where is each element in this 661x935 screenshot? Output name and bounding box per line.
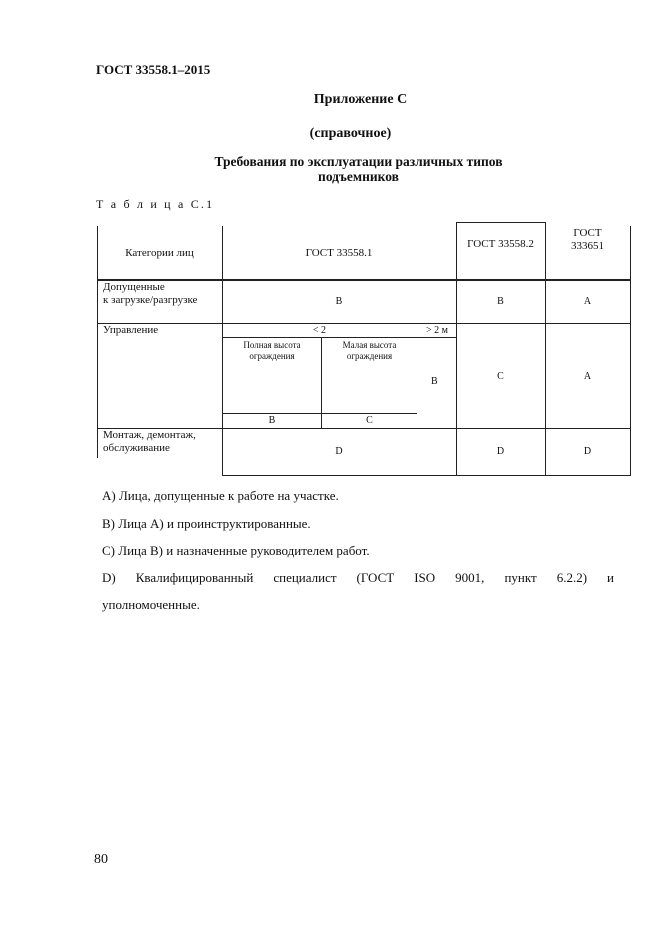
appendix-heading-line2: подъемников — [318, 169, 399, 184]
table-border-right — [630, 226, 631, 476]
row2-values-line — [223, 413, 417, 414]
row1-label — [103, 281, 197, 307]
row2-subheader-line — [223, 337, 456, 338]
row2-full-height — [223, 340, 321, 362]
appendix-heading — [28, 154, 661, 184]
row3-label — [103, 429, 196, 455]
table-border-top — [456, 222, 545, 223]
header-gost-33558-1: ГОСТ 33558.1 — [305, 247, 373, 259]
row2-gost2-value: C — [497, 371, 504, 382]
col-divider-2 — [456, 222, 457, 476]
row2-lt2: < 2 — [312, 325, 327, 336]
row2-full-value: B — [268, 415, 276, 426]
row3-gost1-value: D — [335, 446, 343, 457]
page-number: 80 — [94, 852, 108, 867]
row2-gost3-value: A — [583, 371, 592, 382]
row1-divider — [97, 323, 631, 324]
row2-full-height-line2: ограждения — [249, 351, 295, 361]
note-d-line1: D) Квалифицированный специалист (ГОСТ ISO 9001, пункт 6.2.2) и — [102, 570, 614, 585]
row3-gost2-value: D — [496, 446, 505, 457]
row1-gost3-value: A — [583, 296, 592, 307]
header-gost-333651-line1: ГОСТ — [573, 227, 602, 239]
header-gost-333651 — [545, 227, 630, 253]
row2-low-height — [322, 340, 417, 362]
row2-low-height-line1: Малая высота — [342, 340, 397, 350]
table-label: Т а б л и ц а С.1 — [96, 197, 215, 211]
row2-low-value: C — [366, 415, 373, 426]
document-code: ГОСТ 33558.1–2015 — [96, 62, 211, 77]
appendix-title: Приложение С — [313, 92, 408, 107]
row3-label-line2: обслуживание — [103, 442, 170, 454]
header-gost-33558-2: ГОСТ 33558.2 — [467, 238, 534, 250]
header-gost-333651-line2: 333651 — [571, 240, 604, 252]
note-a: А) Лица, допущенные к работе на участке. — [102, 488, 339, 503]
row1-label-line2: к загрузке/разгрузке — [103, 294, 198, 306]
note-c: С) Лица В) и назначенные руководителем работ. — [102, 543, 370, 558]
row1-gost2-value: B — [497, 296, 504, 307]
table-border-left — [97, 226, 98, 458]
row2-label: Управление — [103, 324, 159, 336]
note-d-line2: уполномоченные. — [102, 597, 200, 612]
row3-gost3-value: D — [583, 446, 592, 457]
col-divider-3 — [545, 222, 546, 476]
row2-gt2-value: B — [431, 376, 438, 387]
row2-gt2: > 2 м — [426, 325, 448, 336]
row2-low-height-line2: ограждения — [346, 351, 393, 361]
row1-gost1-value: B — [335, 296, 343, 307]
appendix-subtitle: (справочное) — [309, 126, 392, 141]
row2-full-height-line1: Полная высота — [243, 340, 301, 350]
table-border-bottom — [222, 475, 631, 476]
appendix-heading-line1: Требования по эксплуатации различных типов — [214, 154, 503, 169]
header-categories: Категории лиц — [125, 247, 194, 259]
row3-label-line1: Монтаж, демонтаж, — [103, 429, 196, 441]
note-b: В) Лица А) и проинструктированные. — [102, 516, 311, 531]
row1-label-line1: Допущенные — [103, 281, 165, 293]
